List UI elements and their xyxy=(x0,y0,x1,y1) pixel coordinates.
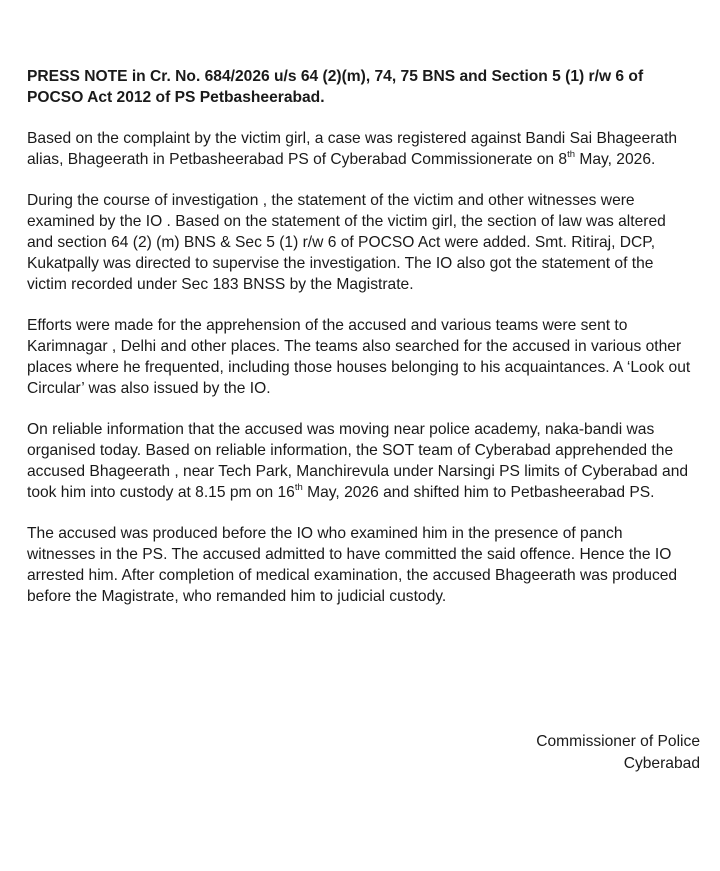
paragraph-arrest-date-tail: May, 2026 and shifted him to Petbasheerabad PS. xyxy=(302,484,655,501)
paragraph-remand: The accused was produced before the IO who examined him in the presence of panch witnesses in the PS. The accused admitted to have committed the said offence. Hence the IO arrested him. After completion of medical examination, the accused Bhageerath was produced before the Magistrate, who remanded him to judicial custody. xyxy=(27,525,678,605)
paragraph-investigation: During the course of investigation , the statement of the victim and other witnesses were examined by the IO . Based on the statement of the victim girl, the section of law was altered and section 64 (2) (m) BNS & Sec 5 (1) r/w 6 of POCSO Act were added. Smt. Ritiraj, DCP, Kukatpally was directed to supervise the investigation. The IO also got the statement of the victim recorded under Sec 183 BNSS by the Magistrate. xyxy=(27,192,666,293)
press-note-title: PRESS NOTE in Cr. No. 684/2026 u/s 64 (2)(m), 74, 75 BNS and Section 5 (1) r/w 6 of POCSO Act 2012 of PS Petbasheerabad. xyxy=(27,68,644,106)
date-ordinal-suffix: th xyxy=(567,148,575,160)
signature-location: Cyberabad xyxy=(623,755,700,772)
paragraph-complaint-date-tail: May, 2026. xyxy=(575,151,656,168)
paragraph-arrest-text: On reliable information that the accused was moving near police academy, naka-bandi was organised today. Based on reliable information, the SOT team of Cyberabad apprehended the accused Bhageerath , near Tech Park, Manchirevula under Narsingi PS limits of Cyberabad and took him into custody at 8.15 pm on 16 xyxy=(27,421,689,501)
paragraph-complaint xyxy=(27,128,692,170)
paragraph-complaint-text: Based on the complaint by the victim girl, a case was registered against Bandi Sai Bhageerath alias, Bhageerath in Petbasheerabad PS of Cyberabad Commissionerate on 8 xyxy=(27,130,678,168)
paragraph-apprehension-efforts: Efforts were made for the apprehension of the accused and various teams were sent to Karimnagar , Delhi and other places. The teams also searched for the accused in various other places where he frequented, including those houses belonging to his acquaintances. A ‘Look out Circular’ was also issued by the IO. xyxy=(27,317,691,397)
paragraph-arrest xyxy=(27,419,692,503)
signature-block xyxy=(536,731,700,775)
signature-designation: Commissioner of Police xyxy=(536,733,700,750)
date-ordinal-suffix: th xyxy=(294,481,303,493)
